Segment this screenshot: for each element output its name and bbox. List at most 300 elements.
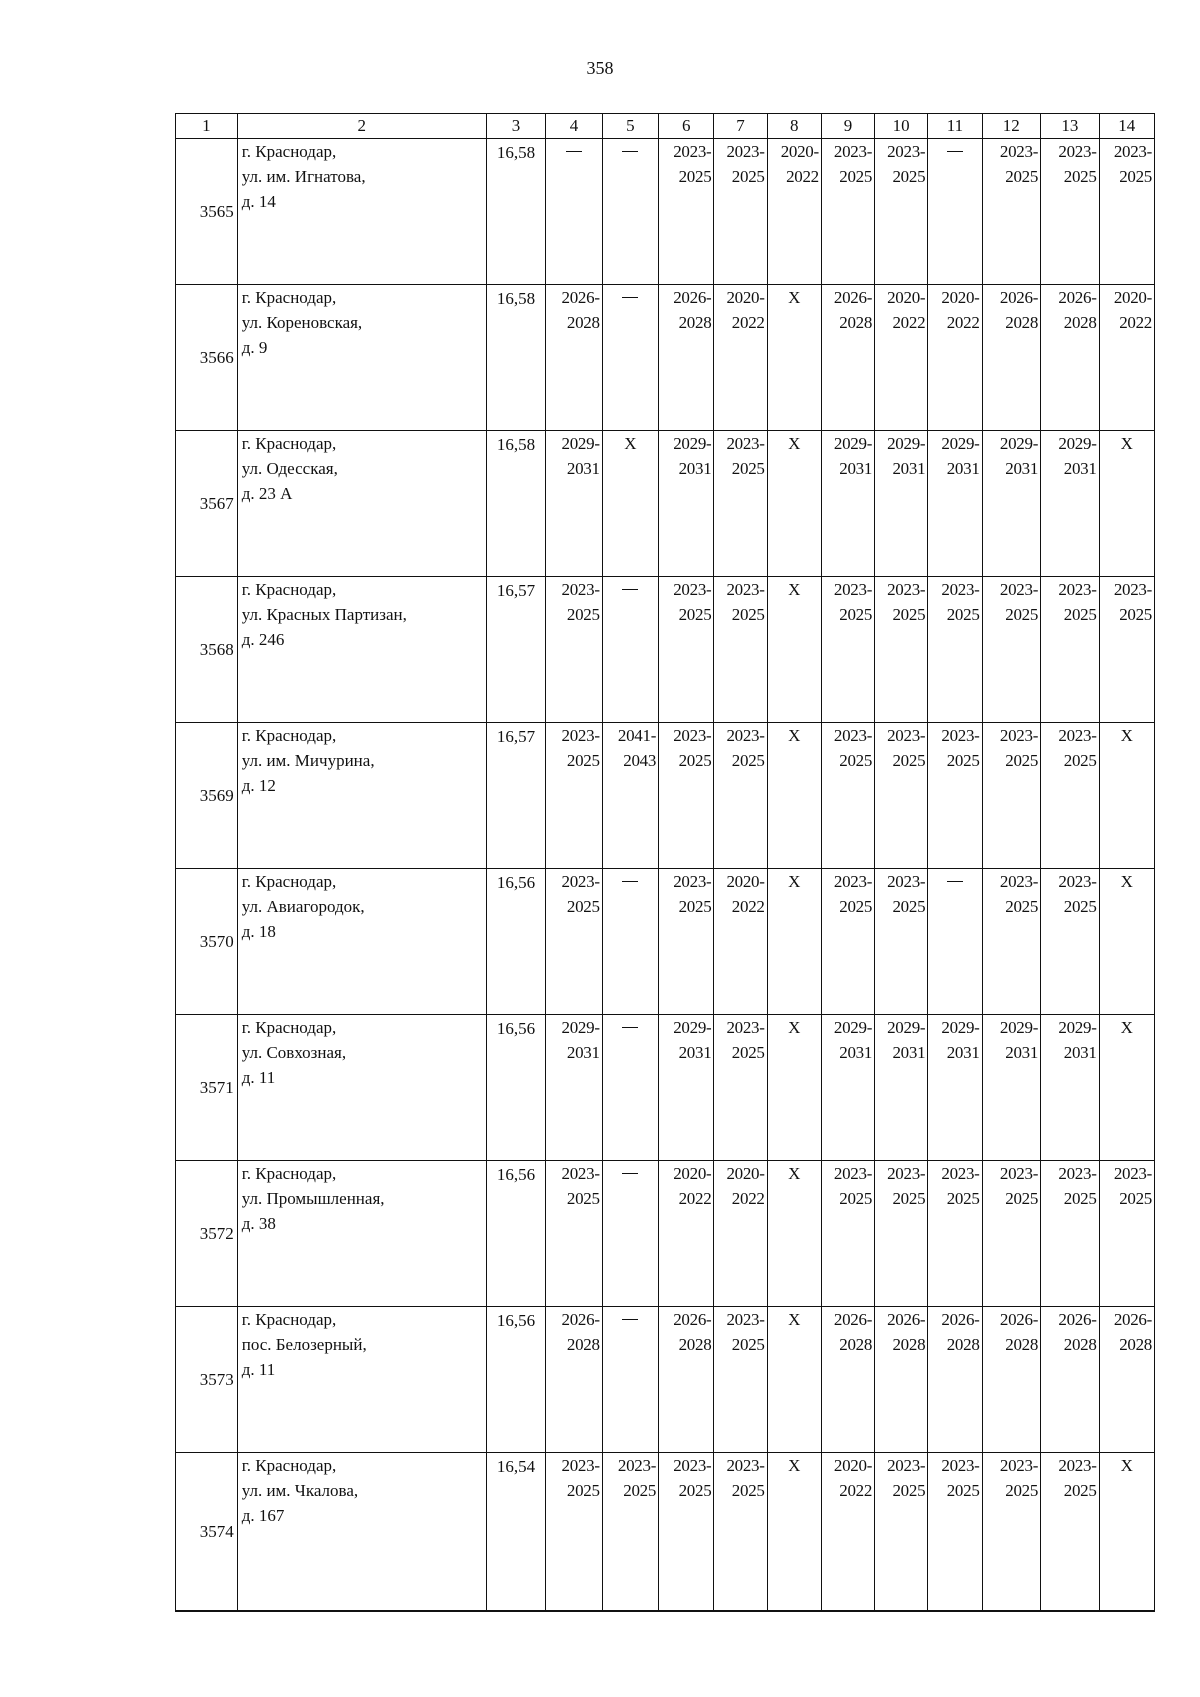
column-header-12: 12: [982, 114, 1041, 139]
period-end: 2025: [1119, 605, 1152, 624]
period-cell-col-6: [659, 869, 714, 1015]
period-end: 2031: [1063, 1043, 1097, 1062]
period-start: 2026-: [999, 288, 1039, 307]
period-start: 2029-: [941, 1018, 980, 1037]
period-start: 2026-: [999, 1310, 1039, 1329]
period-start: 2023-: [941, 1164, 980, 1183]
period-end: 2028: [678, 313, 712, 332]
period-end: 2025: [1005, 897, 1039, 916]
value-cell: 16,56: [486, 869, 546, 1015]
period-cell-col-9: [821, 1453, 874, 1612]
period-start: 2026-: [1058, 288, 1097, 307]
period-end: 2022: [946, 313, 980, 332]
column-header-2: 2: [237, 114, 486, 139]
period-cell-col-5: [602, 869, 658, 1015]
period-start: 2026-: [833, 288, 873, 307]
column-header-8: 8: [767, 114, 821, 139]
period-start: 2023-: [561, 580, 600, 599]
period-start: 2023-: [833, 872, 873, 891]
period-end: 2031: [1005, 1043, 1039, 1062]
period-cell-col-5: [602, 1307, 658, 1453]
period-end: 2025: [946, 1189, 980, 1208]
period-end: 2025: [892, 751, 926, 770]
dash-mark: [947, 151, 963, 152]
period-cell-col-4: [546, 723, 602, 869]
period-end: 2025: [1063, 1481, 1097, 1500]
address-line: ул. Одесская,: [241, 459, 338, 478]
period-start: 2023-: [726, 580, 765, 599]
period-cell-col-12: [982, 577, 1041, 723]
row-number: 3574: [176, 1453, 238, 1612]
value-cell: 16,56: [486, 1015, 546, 1161]
row-number: 3572: [176, 1161, 238, 1307]
period-cell-col-7: [714, 869, 767, 1015]
period-start: 2023-: [887, 872, 926, 891]
period-cell-col-14: Х: [1099, 431, 1154, 577]
period-cell-col-8: Х: [767, 1307, 821, 1453]
period-end: 2025: [731, 751, 765, 770]
period-end: 2028: [678, 1335, 712, 1354]
period-cell-col-7: [714, 285, 767, 431]
period-cell-col-4: [546, 285, 602, 431]
period-cell-col-12: [982, 139, 1041, 285]
period-start: 2020-: [673, 1164, 712, 1183]
period-start: 2023-: [941, 726, 980, 745]
period-start: 2020-: [726, 872, 765, 891]
period-start: 2029-: [561, 434, 600, 453]
value-cell: 16,57: [486, 577, 546, 723]
row-number: 3568: [176, 577, 238, 723]
period-end: 2028: [892, 1335, 926, 1354]
period-start: 2020-: [1113, 288, 1152, 307]
period-start: 2023-: [1058, 142, 1097, 161]
period-end: 2025: [1005, 751, 1039, 770]
column-header-14: 14: [1099, 114, 1154, 139]
period-cell-col-12: [982, 285, 1041, 431]
period-start: 2029-: [673, 434, 712, 453]
period-cell-col-11: [928, 577, 982, 723]
period-end: 2025: [839, 751, 873, 770]
dash-mark: [622, 1173, 638, 1174]
period-cell-col-13: [1041, 431, 1100, 577]
period-cell-col-10: [875, 869, 928, 1015]
period-end: 2025: [892, 1481, 926, 1500]
value-cell: 16,54: [486, 1453, 546, 1612]
period-end: 2031: [1005, 459, 1039, 478]
address-line: г. Краснодар,: [241, 1310, 337, 1329]
period-cell-col-8: [767, 139, 821, 285]
period-cell-col-4: [546, 869, 602, 1015]
address-cell: [237, 1015, 486, 1161]
column-header-5: 5: [602, 114, 658, 139]
period-cell-col-12: [982, 1161, 1041, 1307]
period-end: 2025: [892, 897, 926, 916]
period-end: 2031: [678, 459, 712, 478]
period-end: 2031: [678, 1043, 712, 1062]
period-end: 2025: [1005, 605, 1039, 624]
period-end: 2025: [839, 167, 873, 186]
period-start: 2029-: [1058, 434, 1097, 453]
period-cell-col-10: [875, 1015, 928, 1161]
period-end: 2031: [839, 459, 873, 478]
address-cell: [237, 431, 486, 577]
address-cell: [237, 285, 486, 431]
period-cell-col-6: [659, 1307, 714, 1453]
period-cell-col-7: [714, 431, 767, 577]
dash-mark: [566, 151, 582, 152]
period-cell-col-6: [659, 1161, 714, 1307]
address-line: д. 167: [241, 1506, 285, 1525]
period-end: 2025: [678, 1481, 712, 1500]
period-start: 2026-: [1113, 1310, 1152, 1329]
table-row: [176, 139, 1155, 285]
period-end: 2022: [786, 167, 819, 186]
dash-mark: [622, 881, 638, 882]
table-row: [176, 285, 1155, 431]
period-start: 2020-: [726, 288, 765, 307]
period-cell-col-7: [714, 577, 767, 723]
address-line: д. 11: [241, 1068, 276, 1087]
period-end: 2025: [892, 167, 926, 186]
period-cell-col-9: [821, 723, 874, 869]
period-cell-col-12: [982, 1015, 1041, 1161]
period-start: 2029-: [833, 1018, 873, 1037]
period-end: 2028: [1063, 1335, 1097, 1354]
address-line: ул. Кореновская,: [241, 313, 363, 332]
period-cell-col-9: [821, 285, 874, 431]
period-cell-col-7: [714, 139, 767, 285]
period-end: 2025: [731, 1335, 765, 1354]
period-start: 2029-: [1058, 1018, 1097, 1037]
period-cell-col-7: [714, 1161, 767, 1307]
period-start: 2029-: [561, 1018, 600, 1037]
period-start: 2023-: [561, 1456, 600, 1475]
period-cell-col-5: [602, 577, 658, 723]
address-cell: [237, 723, 486, 869]
period-cell-col-10: [875, 723, 928, 869]
period-cell-col-8: Х: [767, 1453, 821, 1612]
period-end: 2025: [946, 605, 980, 624]
period-start: 2041-: [617, 726, 657, 745]
period-cell-col-6: [659, 723, 714, 869]
period-end: 2028: [1005, 313, 1039, 332]
period-cell-col-4: [546, 1015, 602, 1161]
period-end: 2025: [892, 605, 926, 624]
period-cell-col-9: [821, 139, 874, 285]
address-cell: [237, 577, 486, 723]
period-start: 2020-: [780, 142, 819, 161]
column-header-9: 9: [821, 114, 874, 139]
address-line: ул. Авиагородок,: [241, 897, 365, 916]
period-start: 2026-: [887, 1310, 926, 1329]
period-end: 2025: [1119, 1189, 1152, 1208]
period-end: 2031: [566, 1043, 600, 1062]
period-cell-col-10: [875, 139, 928, 285]
address-line: пос. Белозерный,: [241, 1335, 367, 1354]
address-line: г. Краснодар,: [241, 872, 337, 891]
period-cell-col-14: [1099, 139, 1154, 285]
address-line: г. Краснодар,: [241, 1018, 337, 1037]
address-line: ул. Совхозная,: [241, 1043, 347, 1062]
period-end: 2025: [946, 1481, 980, 1500]
period-start: 2023-: [673, 872, 712, 891]
period-cell-col-11: [928, 1015, 982, 1161]
period-start: 2023-: [833, 142, 873, 161]
period-start: 2029-: [887, 1018, 926, 1037]
address-cell: [237, 139, 486, 285]
address-line: ул. Красных Партизан,: [241, 605, 407, 624]
column-header-3: 3: [486, 114, 546, 139]
period-end: 2031: [892, 459, 926, 478]
row-number: 3570: [176, 869, 238, 1015]
period-start: 2026-: [673, 288, 712, 307]
period-cell-col-9: [821, 1015, 874, 1161]
period-end: 2025: [678, 897, 712, 916]
column-header-10: 10: [875, 114, 928, 139]
period-cell-col-10: [875, 1453, 928, 1612]
period-end: 2022: [1119, 313, 1152, 332]
address-line: ул. Промышленная,: [241, 1189, 385, 1208]
address-line: д. 11: [241, 1360, 276, 1379]
period-cell-col-13: [1041, 1453, 1100, 1612]
period-cell-col-6: [659, 431, 714, 577]
period-cell-col-10: [875, 1161, 928, 1307]
period-end: 2025: [731, 1043, 765, 1062]
table-row: [176, 723, 1155, 869]
period-cell-col-4: [546, 1307, 602, 1453]
period-cell-col-5: [602, 1161, 658, 1307]
period-cell-col-6: [659, 285, 714, 431]
period-start: 2023-: [941, 580, 980, 599]
period-start: 2023-: [887, 1456, 926, 1475]
period-start: 2023-: [833, 726, 873, 745]
period-end: 2022: [892, 313, 926, 332]
period-cell-col-8: Х: [767, 1161, 821, 1307]
period-start: 2023-: [1058, 1164, 1097, 1183]
period-cell-col-12: [982, 431, 1041, 577]
period-cell-col-5: [602, 1015, 658, 1161]
period-start: 2029-: [833, 434, 873, 453]
period-end: 2028: [839, 1335, 873, 1354]
period-cell-col-11: [928, 869, 982, 1015]
period-start: 2023-: [561, 726, 600, 745]
period-start: 2023-: [673, 580, 712, 599]
period-cell-col-14: [1099, 577, 1154, 723]
period-cell-col-9: [821, 1161, 874, 1307]
row-number: 3565: [176, 139, 238, 285]
period-cell-col-12: [982, 1307, 1041, 1453]
period-start: 2023-: [561, 872, 600, 891]
period-start: 2020-: [833, 1456, 873, 1475]
period-end: 2025: [623, 1481, 657, 1500]
period-cell-col-5: Х: [602, 431, 658, 577]
period-cell-col-13: [1041, 1161, 1100, 1307]
period-end: 2022: [731, 313, 765, 332]
period-cell-col-14: [1099, 1161, 1154, 1307]
period-start: 2023-: [1058, 726, 1097, 745]
period-start: 2029-: [887, 434, 926, 453]
period-end: 2025: [731, 1481, 765, 1500]
period-start: 2023-: [887, 1164, 926, 1183]
period-start: 2023-: [726, 1018, 765, 1037]
row-number: 3571: [176, 1015, 238, 1161]
period-cell-col-6: [659, 1453, 714, 1612]
period-cell-col-6: [659, 1015, 714, 1161]
period-cell-col-14: Х: [1099, 869, 1154, 1015]
address-line: д. 23 А: [241, 484, 293, 503]
table-row: [176, 869, 1155, 1015]
period-start: 2023-: [561, 1164, 600, 1183]
period-cell-col-11: [928, 1453, 982, 1612]
address-line: ул. им. Мичурина,: [241, 751, 375, 770]
period-end: 2025: [1063, 605, 1097, 624]
address-line: д. 14: [241, 192, 276, 211]
period-end: 2028: [1119, 1335, 1152, 1354]
period-end: 2022: [839, 1481, 873, 1500]
period-end: 2025: [566, 897, 600, 916]
period-start: 2023-: [673, 142, 712, 161]
period-cell-col-11: [928, 723, 982, 869]
address-cell: [237, 1453, 486, 1612]
period-start: 2023-: [999, 580, 1039, 599]
table-row: [176, 1307, 1155, 1453]
period-cell-col-10: [875, 285, 928, 431]
period-start: 2023-: [1113, 580, 1152, 599]
period-start: 2020-: [887, 288, 926, 307]
address-line: г. Краснодар,: [241, 580, 337, 599]
period-start: 2023-: [1113, 1164, 1152, 1183]
period-start: 2023-: [1058, 1456, 1097, 1475]
value-cell: 16,58: [486, 139, 546, 285]
period-start: 2023-: [1113, 142, 1152, 161]
period-end: 2025: [731, 167, 765, 186]
period-end: 2022: [678, 1189, 712, 1208]
period-start: 2026-: [673, 1310, 712, 1329]
period-cell-col-11: [928, 431, 982, 577]
period-end: 2025: [839, 1189, 873, 1208]
address-cell: [237, 1307, 486, 1453]
period-end: 2043: [623, 751, 657, 770]
header-row: [176, 114, 1155, 139]
period-end: 2022: [731, 897, 765, 916]
period-cell-col-11: [928, 1161, 982, 1307]
period-start: 2023-: [726, 434, 765, 453]
address-line: г. Краснодар,: [241, 1456, 337, 1475]
table-row: [176, 1161, 1155, 1307]
column-header-4: 4: [546, 114, 602, 139]
period-cell-col-14: [1099, 285, 1154, 431]
period-end: 2025: [1063, 751, 1097, 770]
address-line: ул. им. Игнатова,: [241, 167, 366, 186]
period-cell-col-8: Х: [767, 285, 821, 431]
period-end: 2025: [566, 751, 600, 770]
column-header-13: 13: [1041, 114, 1100, 139]
period-cell-col-14: Х: [1099, 723, 1154, 869]
period-start: 2023-: [833, 1164, 873, 1183]
period-end: 2028: [566, 1335, 600, 1354]
period-cell-col-6: [659, 577, 714, 723]
period-cell-col-11: [928, 139, 982, 285]
period-end: 2028: [566, 313, 600, 332]
period-start: 2023-: [673, 1456, 712, 1475]
dash-mark: [622, 1319, 638, 1320]
period-end: 2025: [566, 605, 600, 624]
address-line: ул. им. Чкалова,: [241, 1481, 359, 1500]
row-number: 3566: [176, 285, 238, 431]
period-start: 2023-: [999, 726, 1039, 745]
dash-mark: [622, 151, 638, 152]
period-end: 2031: [1063, 459, 1097, 478]
period-start: 2026-: [833, 1310, 873, 1329]
period-end: 2025: [731, 459, 765, 478]
period-start: 2023-: [1058, 580, 1097, 599]
period-end: 2025: [566, 1481, 600, 1500]
period-cell-col-10: [875, 1307, 928, 1453]
period-cell-col-12: [982, 1453, 1041, 1612]
period-end: 2028: [1063, 313, 1097, 332]
period-end: 2025: [1119, 167, 1152, 186]
table-row: [176, 1453, 1155, 1612]
period-start: 2026-: [561, 1310, 600, 1329]
period-cell-col-5: [602, 723, 658, 869]
period-cell-col-4: [546, 1161, 602, 1307]
period-cell-col-5: [602, 1453, 658, 1612]
period-cell-col-5: [602, 139, 658, 285]
dash-mark: [947, 881, 963, 882]
period-cell-col-8: Х: [767, 577, 821, 723]
period-start: 2029-: [673, 1018, 712, 1037]
period-start: 2026-: [561, 288, 600, 307]
period-start: 2023-: [726, 1310, 765, 1329]
period-cell-col-13: [1041, 285, 1100, 431]
period-cell-col-13: [1041, 577, 1100, 723]
period-start: 2023-: [833, 580, 873, 599]
period-end: 2025: [678, 751, 712, 770]
period-end: 2025: [839, 897, 873, 916]
value-cell: 16,57: [486, 723, 546, 869]
dash-mark: [622, 589, 638, 590]
period-cell-col-13: [1041, 723, 1100, 869]
period-end: 2025: [731, 605, 765, 624]
address-line: г. Краснодар,: [241, 1164, 337, 1183]
value-cell: 16,56: [486, 1161, 546, 1307]
period-cell-col-7: [714, 1307, 767, 1453]
address-line: д. 246: [241, 630, 285, 649]
period-end: 2028: [946, 1335, 980, 1354]
period-end: 2025: [1063, 897, 1097, 916]
period-cell-col-8: Х: [767, 1015, 821, 1161]
period-cell-col-8: Х: [767, 723, 821, 869]
table-row: [176, 577, 1155, 723]
column-header-6: 6: [659, 114, 714, 139]
period-start: 2023-: [999, 1164, 1039, 1183]
address-line: д. 9: [241, 338, 268, 357]
period-start: 2023-: [999, 872, 1039, 891]
page-number: 358: [586, 58, 614, 78]
address-line: д. 38: [241, 1214, 276, 1233]
period-end: 2031: [946, 1043, 980, 1062]
address-line: г. Краснодар,: [241, 288, 337, 307]
period-start: 2020-: [941, 288, 980, 307]
period-end: 2031: [566, 459, 600, 478]
period-start: 2023-: [617, 1456, 657, 1475]
value-cell: 16,58: [486, 285, 546, 431]
address-cell: [237, 869, 486, 1015]
period-end: 2025: [1063, 1189, 1097, 1208]
address-line: г. Краснодар,: [241, 434, 337, 453]
period-cell-col-14: Х: [1099, 1015, 1154, 1161]
period-start: 2023-: [941, 1456, 980, 1475]
